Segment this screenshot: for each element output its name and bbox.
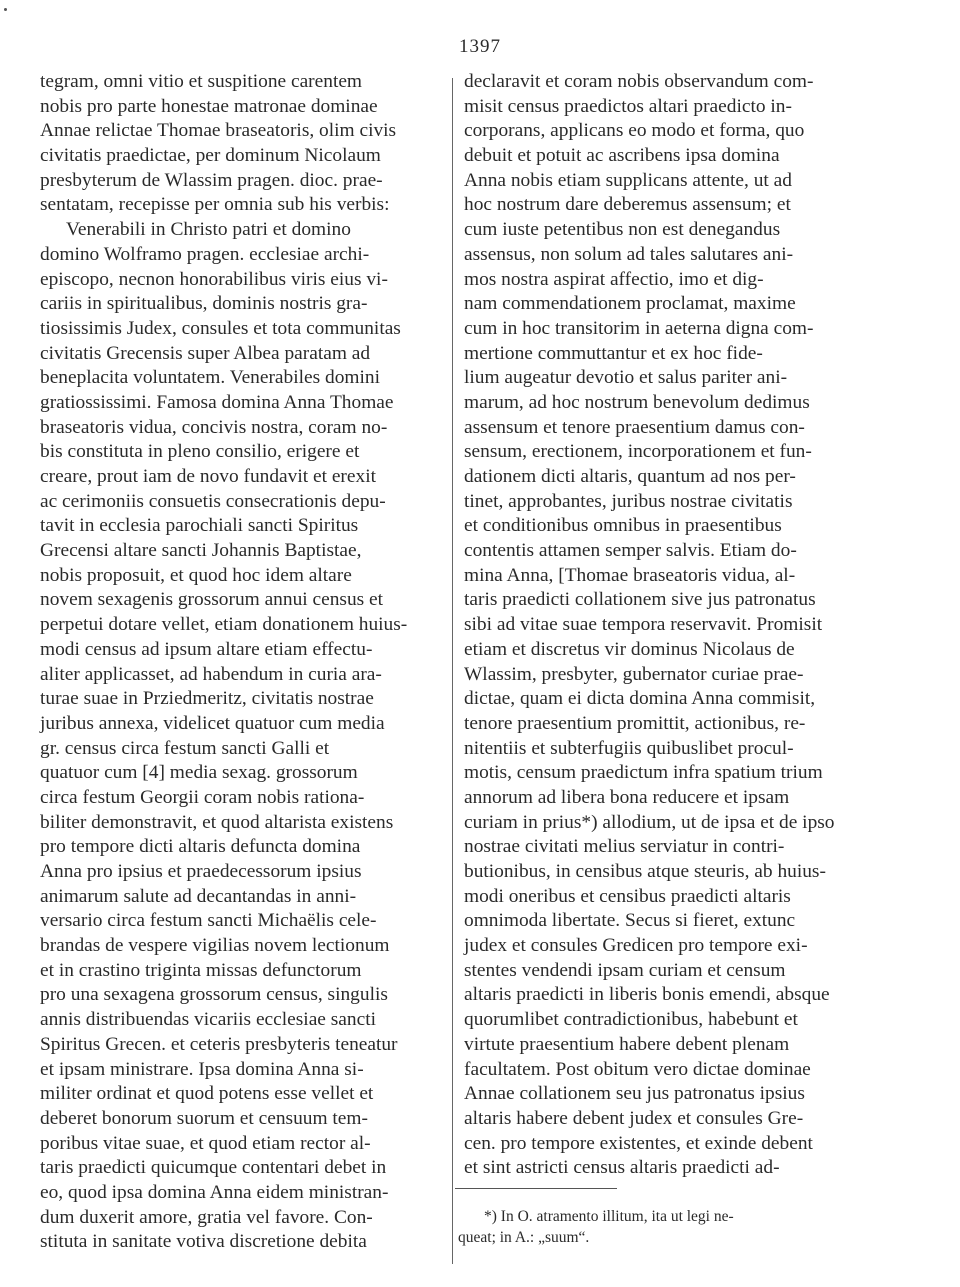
- text-line: facultatem. Post obitum vero dictae dominae: [464, 1058, 811, 1080]
- text-line: braseatoris vidua, concivis nostra, coram no-: [40, 416, 388, 438]
- text-line: circa festum Georgii coram nobis rationa-: [40, 786, 365, 808]
- text-line: corporans, applicans eo modo et forma, quo: [464, 120, 805, 142]
- text-line: modi census ad ipsum altare etiam effectu-: [40, 638, 373, 660]
- text-line: juribus annexa, videlicet quatuor cum media: [40, 712, 385, 734]
- text-line: tiosissimis Judex, consules et tota communitas: [40, 317, 401, 339]
- right-column: [464, 70, 868, 1181]
- text-line: curiam in prius*) allodium, ut de ipsa et de ipso: [464, 811, 835, 833]
- text-line: annis distribuendas vicariis ecclesiae sancti: [40, 1009, 376, 1031]
- text-line: marum, ad hoc nostrum benevolum dedimus: [464, 391, 810, 413]
- text-line: Wlassim, presbyter, gubernator curiae prae-: [464, 663, 804, 685]
- footnote-rule: [455, 1188, 617, 1189]
- text-line: sentatam, recepisse per omnia sub his verbis:: [40, 194, 390, 216]
- footnote-line: queat; in A.: „suum“.: [458, 1229, 590, 1246]
- text-line: pro tempore dicti altaris defuncta domina: [40, 836, 361, 858]
- scan-speck: [4, 8, 7, 11]
- text-line: beneplacita voluntatem. Venerabiles domini: [40, 367, 380, 389]
- text-line: bis constituta in pleno consilio, erigere et: [40, 441, 360, 463]
- text-line: et sint astricti census altaris praedicti ad-: [464, 1157, 780, 1179]
- text-line: cum iuste petentibus non est denegandus: [464, 219, 781, 241]
- text-line: eo, quod ipsa domina Anna eidem ministran-: [40, 1181, 389, 1203]
- text-line: etiam et discretus vir dominus Nicolaus de: [464, 638, 795, 660]
- text-line: debuit et potuit ac ascribens ipsa domina: [464, 145, 780, 167]
- text-line: declaravit et coram nobis observandum com-: [464, 71, 814, 92]
- text-line: versario circa festum sancti Michaëlis cele-: [40, 910, 377, 932]
- text-line: hoc nostrum dare deberemus assensum; et: [464, 194, 791, 216]
- text-line: brandas de vespere vigilias novem lectionum: [40, 935, 390, 957]
- text-line: quorumlibet contradictionibus, habebunt et: [464, 1009, 798, 1031]
- text-line: omnimoda libertate. Secus si fieret, extunc: [464, 910, 796, 932]
- text-line: mina Anna, [Thomae braseatoris vidua, al-: [464, 564, 796, 586]
- text-line: altaris praedicti in liberis bonis emendi, absque: [464, 984, 830, 1006]
- text-line: assensum et tenore praesentium damus con-: [464, 416, 805, 438]
- text-line: lium augeatur devotio et salus pariter ani-: [464, 367, 788, 389]
- text-line: gratiossissimi. Famosa domina Anna Thomae: [40, 391, 394, 413]
- text-line: deberet bonorum suorum et censuum tem-: [40, 1107, 368, 1129]
- text-line: cum in hoc transitorim in aeterna digna com-: [464, 317, 814, 339]
- text-line: tinet, approbantes, juribus nostrae civitatis: [464, 490, 793, 512]
- text-line: episcopo, necnon honorabilibus viris eius vi-: [40, 268, 388, 290]
- text-line: misit census praedictos altari praedicto in-: [464, 95, 792, 117]
- text-line: butionibus, in censibus atque steuris, ab huius-: [464, 861, 826, 882]
- footnote: [458, 1206, 868, 1248]
- text-line: dum duxerit amore, gratia vel favore. Con-: [40, 1206, 373, 1228]
- text-line: nobis pro parte honestae matronae dominae: [40, 95, 378, 117]
- page-number: 1397: [459, 36, 501, 57]
- text-line: pro una sexagena grossorum census, singulis: [40, 984, 388, 1006]
- text-line: modi oneribus et censibus praedicti altaris: [464, 885, 791, 907]
- text-line: taris praedicti collationem sive jus patronatus: [464, 589, 816, 611]
- text-line: et conditionibus omnibus in praesentibus: [464, 515, 782, 537]
- text-line: quatuor cum [4] media sexag. grossorum: [40, 762, 358, 784]
- text-line: virtute praesentium habere debent plenam: [464, 1033, 790, 1055]
- text-line: sensum, erectionem, incorporationem et fun-: [464, 441, 812, 463]
- text-line: gr. census circa festum sancti Galli et: [40, 737, 330, 759]
- text-line: mertione commuttantur et ex hoc fide-: [464, 342, 763, 364]
- text-line: biliter demonstravit, et quod altarista existens: [40, 811, 394, 833]
- text-line: domino Wolframo pragen. ecclesiae archi-: [40, 243, 370, 265]
- text-line: cen. pro tempore existentes, et exinde debent: [464, 1132, 813, 1154]
- text-line: altaris habere debent judex et consules Gre-: [464, 1107, 804, 1129]
- text-line: et ipsam ministrare. Ipsa domina Anna si-: [40, 1058, 364, 1080]
- text-line: cariis in spiritualibus, dominis nostris gra-: [40, 293, 368, 315]
- text-line: Venerabili in Christo patri et domino: [66, 219, 351, 241]
- text-line: tenore praesentium promittit, actionibus, re-: [464, 712, 806, 734]
- text-line: poribus vitae suae, et quod etiam rector al-: [40, 1132, 371, 1154]
- text-line: sibi ad vitae suae tempora reservavit. Promisit: [464, 614, 823, 636]
- text-line: taris praedicti quicumque contentari debet in: [40, 1157, 387, 1179]
- text-line: dictae, quam ei dicta domina Anna commisit,: [464, 688, 816, 710]
- text-line: animarum salute ad decantandas in anni-: [40, 885, 357, 907]
- text-line: assensus, non solum ad tales salutares ani-: [464, 243, 794, 265]
- text-line: Spiritus Grecen. et ceteris presbyteris teneatur: [40, 1033, 398, 1055]
- text-line: annorum ad libera bona reducere et ipsam: [464, 786, 790, 808]
- text-line: et in crastino triginta missas defunctorum: [40, 959, 362, 981]
- text-line: nobis proposuit, et quod hoc idem altare: [40, 564, 352, 586]
- text-line: tegram, omni vitio et suspitione carentem: [40, 71, 363, 92]
- text-line: perpetui dotare vellet, etiam donationem huius-: [40, 614, 408, 636]
- text-line: tavit in ecclesia parochiali sancti Spiritus: [40, 515, 359, 537]
- text-line: Grecensi altare sancti Johannis Baptistae,: [40, 540, 362, 562]
- text-line: stentes vendendi ipsam curiam et censum: [464, 959, 786, 981]
- text-line: Anna nobis etiam supplicans attente, ut ad: [464, 169, 792, 191]
- column-divider: [452, 78, 453, 1264]
- text-line: mos nostra aspirat affectio, imo et dig-: [464, 268, 764, 290]
- footnote-line: *) In O. atramento illitum, ita ut legi ne-: [484, 1208, 734, 1225]
- text-line: Annae collationem seu jus patronatus ipsius: [464, 1083, 805, 1105]
- text-line: aliter applicasset, ad habendum in curia ara-: [40, 663, 382, 685]
- text-line: contentis attamen semper salvis. Etiam do-: [464, 540, 797, 562]
- text-line: dationem dicti altaris, quantum ad nos per-: [464, 466, 796, 487]
- text-line: stituta in sanitate votiva discretione debita: [40, 1231, 367, 1253]
- text-line: judex et consules Gredicen pro tempore exi-: [464, 935, 808, 957]
- text-line: militer ordinat et quod potens esse vellet et: [40, 1083, 374, 1105]
- text-line: novem sexagenis grossorum annui census et: [40, 589, 384, 611]
- text-line: motis, censum praedictum infra spatium trium: [464, 762, 823, 784]
- text-line: creare, prout iam de novo fundavit et erexit: [40, 466, 376, 487]
- text-line: civitatis Grecensis super Albea paratam ad: [40, 342, 371, 364]
- text-line: nostrae civitati melius serviatur in contri-: [464, 836, 785, 858]
- text-line: turae suae in Prziedmeritz, civitatis nostrae: [40, 688, 374, 710]
- text-line: civitatis praedictae, per dominum Nicolaum: [40, 145, 381, 167]
- text-line: presbyterum de Wlassim pragen. dioc. prae-: [40, 169, 383, 191]
- text-line: nitentiis et subterfugiis quibuslibet procul-: [464, 737, 794, 759]
- text-line: Anna pro ipsius et praedecessorum ipsius: [40, 861, 362, 882]
- left-column: [40, 70, 440, 1255]
- text-line: ac cerimoniis consuetis consecrationis depu-: [40, 490, 386, 512]
- text-line: nam commendationem proclamat, maxime: [464, 293, 796, 315]
- text-line: Annae relictae Thomae braseatoris, olim civis: [40, 120, 397, 142]
